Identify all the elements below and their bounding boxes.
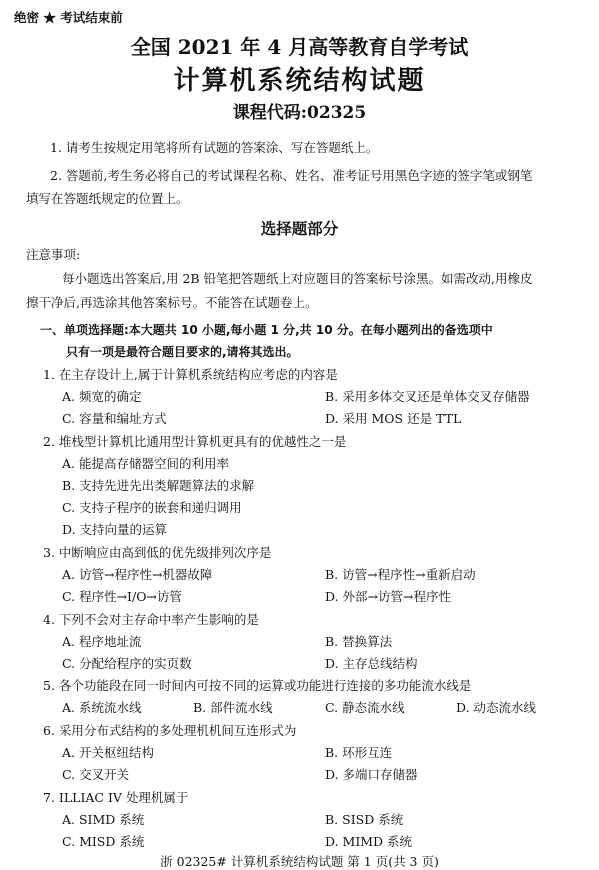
question-option: A. 系统流水线 bbox=[62, 700, 142, 715]
question-option: C. 程序性→I/O→访管 bbox=[62, 589, 182, 604]
notes-label: 注意事项: bbox=[26, 247, 81, 262]
question-stem: 7. ILLIAC IV 处理机属于 bbox=[43, 790, 189, 805]
notes-line2: 擦干净后,再选涂其他答案标号。不能答在试题卷上。 bbox=[26, 295, 318, 310]
question-option: B. 访管→程序性→重新启动 bbox=[325, 567, 476, 582]
question-option: A. 程序地址流 bbox=[62, 634, 142, 649]
question-option: B. 采用多体交叉还是单体交叉存储器 bbox=[325, 389, 530, 404]
question-stem: 5. 各个功能段在同一时间内可按不同的运算或功能进行连接的多功能流水线是 bbox=[43, 678, 472, 693]
question-option: D. 多端口存储器 bbox=[325, 767, 418, 782]
exam-title: 全国 2021 年 4 月高等教育自学考试 bbox=[130, 35, 469, 59]
question-option: D. 动态流水线 bbox=[456, 700, 537, 715]
instruction-2-line1: 2. 答题前,考生务必将自己的考试课程名称、姓名、准考证号用黑色字迹的签字笔或钢笔 bbox=[50, 168, 533, 183]
question-option: B. 部件流水线 bbox=[193, 700, 273, 715]
course-code: 课程代码:02325 bbox=[232, 103, 367, 123]
instruction-1: 1. 请考生按规定用笔将所有试题的答案涂、写在答题纸上。 bbox=[50, 140, 379, 155]
question-option: A. 开关枢纽结构 bbox=[62, 745, 154, 760]
question-stem: 6. 采用分布式结构的多处理机机间互连形式为 bbox=[43, 723, 297, 738]
question-option: B. 支持先进先出类解题算法的求解 bbox=[62, 478, 255, 493]
question-option: C. MISD 系统 bbox=[62, 834, 145, 849]
question-option: A. 频宽的确定 bbox=[62, 389, 142, 404]
question-option: A. SIMD 系统 bbox=[62, 812, 145, 827]
question-option: D. 外部→访管→程序性 bbox=[325, 589, 451, 604]
part-heading-line1: 一、单项选择题:本大题共 10 小题,每小题 1 分,共 10 分。在每小题列出的备选项中 bbox=[40, 323, 493, 337]
question-option: C. 分配给程序的实页数 bbox=[62, 656, 192, 671]
question-stem: 1. 在主存设计上,属于计算机系统结构应考虑的内容是 bbox=[43, 367, 338, 382]
question-option: D. MIMD 系统 bbox=[325, 834, 413, 849]
question-option: C. 静态流水线 bbox=[325, 700, 405, 715]
question-option: C. 交叉开关 bbox=[62, 767, 130, 782]
question-option: A. 访管→程序性→机器故障 bbox=[62, 567, 213, 582]
notes-line1: 每小题选出答案后,用 2B 铅笔把答题纸上对应题目的答案标号涂黑。如需改动,用橡皮 bbox=[62, 271, 533, 286]
confidential-label: 绝密 ★ 考试结束前 bbox=[14, 10, 123, 25]
question-option: C. 容量和编址方式 bbox=[62, 411, 167, 426]
question-option: B. 环形互连 bbox=[325, 745, 393, 760]
part-heading-line2: 只有一项是最符合题目要求的,请将其选出。 bbox=[66, 345, 299, 359]
question-option: B. 替换算法 bbox=[325, 634, 393, 649]
question-stem: 4. 下列不会对主存命中率产生影响的是 bbox=[43, 612, 259, 627]
question-stem: 2. 堆栈型计算机比通用型计算机更具有的优越性之一是 bbox=[43, 434, 347, 449]
question-option: D. 主存总线结构 bbox=[325, 656, 418, 671]
question-stem: 3. 中断响应由高到低的优先级排列次序是 bbox=[43, 545, 272, 560]
question-option: C. 支持子程序的嵌套和递归调用 bbox=[62, 500, 242, 515]
question-option: D. 采用 MOS 还是 TTL bbox=[325, 411, 462, 426]
section-title: 选择题部分 bbox=[260, 220, 339, 238]
page-footer: 浙 02325# 计算机系统结构试题 第 1 页(共 3 页) bbox=[160, 854, 439, 869]
instruction-2-line2: 填写在答题纸规定的位置上。 bbox=[26, 191, 189, 206]
question-option: A. 能提高存储器空间的利用率 bbox=[62, 456, 229, 471]
paper-title: 计算机系统结构试题 bbox=[173, 66, 426, 96]
question-option: D. 支持向量的运算 bbox=[62, 522, 168, 537]
question-option: B. SISD 系统 bbox=[325, 812, 404, 827]
